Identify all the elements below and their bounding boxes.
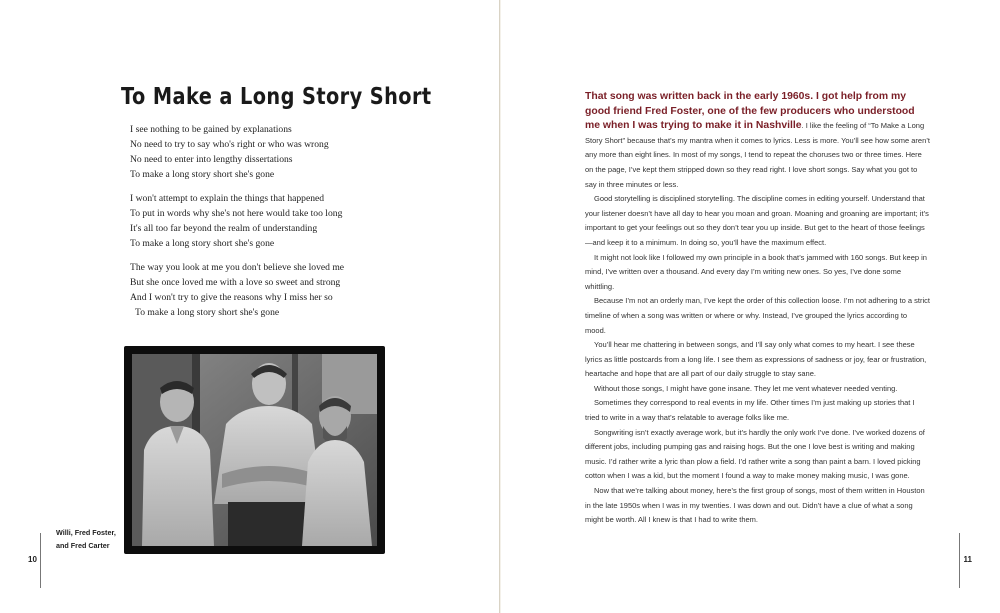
- lyrics-stanza-1: [130, 122, 430, 182]
- lyric-line: No need to enter into lengthy dissertations: [130, 154, 293, 165]
- essay-paragraph: Good storytelling is disciplined storytelling. The discipline comes in editing yourself. Understand that your listener doesn’t have all day to hear you moan and groan. Moaning and groaning are important; it’s important to get your feelings out so they don’t tear you up inside. But get to the heart of those feelings—and keep it to a minimum. In doing so, you’ll have the maximum effect.: [585, 194, 929, 247]
- page-margin-rule: [959, 533, 960, 588]
- black-and-white-photo: [124, 346, 385, 554]
- lyric-line: I won't attempt to explain the things that happened: [130, 193, 325, 204]
- lyric-line: To make a long story short she's gone: [130, 169, 275, 180]
- caption-line: Willi, Fred Foster,: [56, 528, 116, 537]
- opening-text: . I like the feeling of “To Make a Long Story Short” because that’s my mantra when it comes to lyrics. Less is more. You’ll see how some aren’t any more than eight lines. In most of my songs, I tend to repeat the choruses two or three times. Here on the page, I’ve kept them stripped down so they read right. I love short songs. Say what you got to say in three minutes or less.: [585, 121, 931, 189]
- caption-line: and Fred Carter: [56, 541, 110, 550]
- lead-in-text: That song was written back in the early 1960s. I got help from my good friend Fred Foster, one of the few producers who understood me when I was trying to make it in Nashville: [585, 91, 915, 132]
- lyric-line: To make a long story short she's gone: [130, 238, 275, 249]
- essay-paragraph: Songwriting isn’t exactly average work, but it’s hardly the only work I’ve done. I’ve worked dozens of different jobs, including pumping gas and raising hogs. But the one I love best is writing and making music. I’d rather write a lyric than plow a field. I’d rather write a song than paint a barn. I loved picking cotton when I was a kid, but the moment I found a way to make money making music, I was gone.: [585, 427, 925, 481]
- photo-illustration: [132, 354, 377, 546]
- essay-paragraph: Now that we’re talking about money, here’s the first group of songs, most of them written in Houston in the late 1950s when I was in my twenties. I was down and out. Didn’t have a clue of what a song might be worth. All I knew is that I had to write them.: [585, 486, 925, 525]
- lyric-line: It's all too far beyond the realm of understanding: [130, 223, 318, 234]
- lyric-line: To put in words why she's not here would take too long: [130, 208, 343, 219]
- essay-paragraph: It might not look like I followed my own principle in a book that’s jammed with 160 songs. But keep in mind, I’ve written over a thousand. And every day I’m writing new ones. So yes, I’ve done some whittling.: [585, 252, 927, 291]
- page-margin-rule: [40, 533, 41, 588]
- lyrics-stanza-3: [130, 260, 430, 320]
- lyrics-stanza-2: [130, 191, 430, 251]
- essay-opening-paragraph: [585, 90, 930, 192]
- song-lyrics: [130, 122, 430, 329]
- page-number: 10: [28, 555, 37, 564]
- song-title: To Make a Long Story Short: [121, 84, 432, 110]
- lyric-line: And I won't try to give the reasons why I miss her so: [130, 292, 333, 303]
- lyric-line: No need to try to say who's right or who was wrong: [130, 139, 329, 150]
- essay-paragraph: You’ll hear me chattering in between songs, and I’ll say only what comes to my heart. I see these lyrics as little postcards from a long life. I see them as expressions of sadness or joy, fear or frustration, heartache and hope that are all part of our daily struggle to stay sane.: [585, 340, 927, 379]
- right-page: [501, 0, 1000, 613]
- photo-image: [132, 354, 377, 546]
- lyric-line: To make a long story short she's gone: [135, 307, 280, 318]
- lyric-line: The way you look at me you don't believe she loved me: [130, 262, 345, 273]
- essay-paragraph: Sometimes they correspond to real events in my life. Other times I’m just making up stories that I tried to write in a way that’s relatable to average folks like me.: [585, 398, 915, 423]
- page-number: 11: [963, 555, 972, 564]
- essay-body: [585, 90, 930, 528]
- photo-caption: [56, 526, 124, 552]
- essay-paragraph: Without those songs, I might have gone insane. They let me vent whatever needed venting.: [594, 383, 898, 393]
- lyric-line: But she once loved me with a love so sweet and strong: [130, 277, 341, 288]
- lyric-line: I see nothing to be gained by explanations: [130, 124, 292, 135]
- essay-paragraph: Because I’m not an orderly man, I’ve kept the order of this collection loose. I’m not adhering to a strict timeline of when a song was written or where or why. Instead, I’ve grouped the lyrics according to mood.: [585, 296, 931, 335]
